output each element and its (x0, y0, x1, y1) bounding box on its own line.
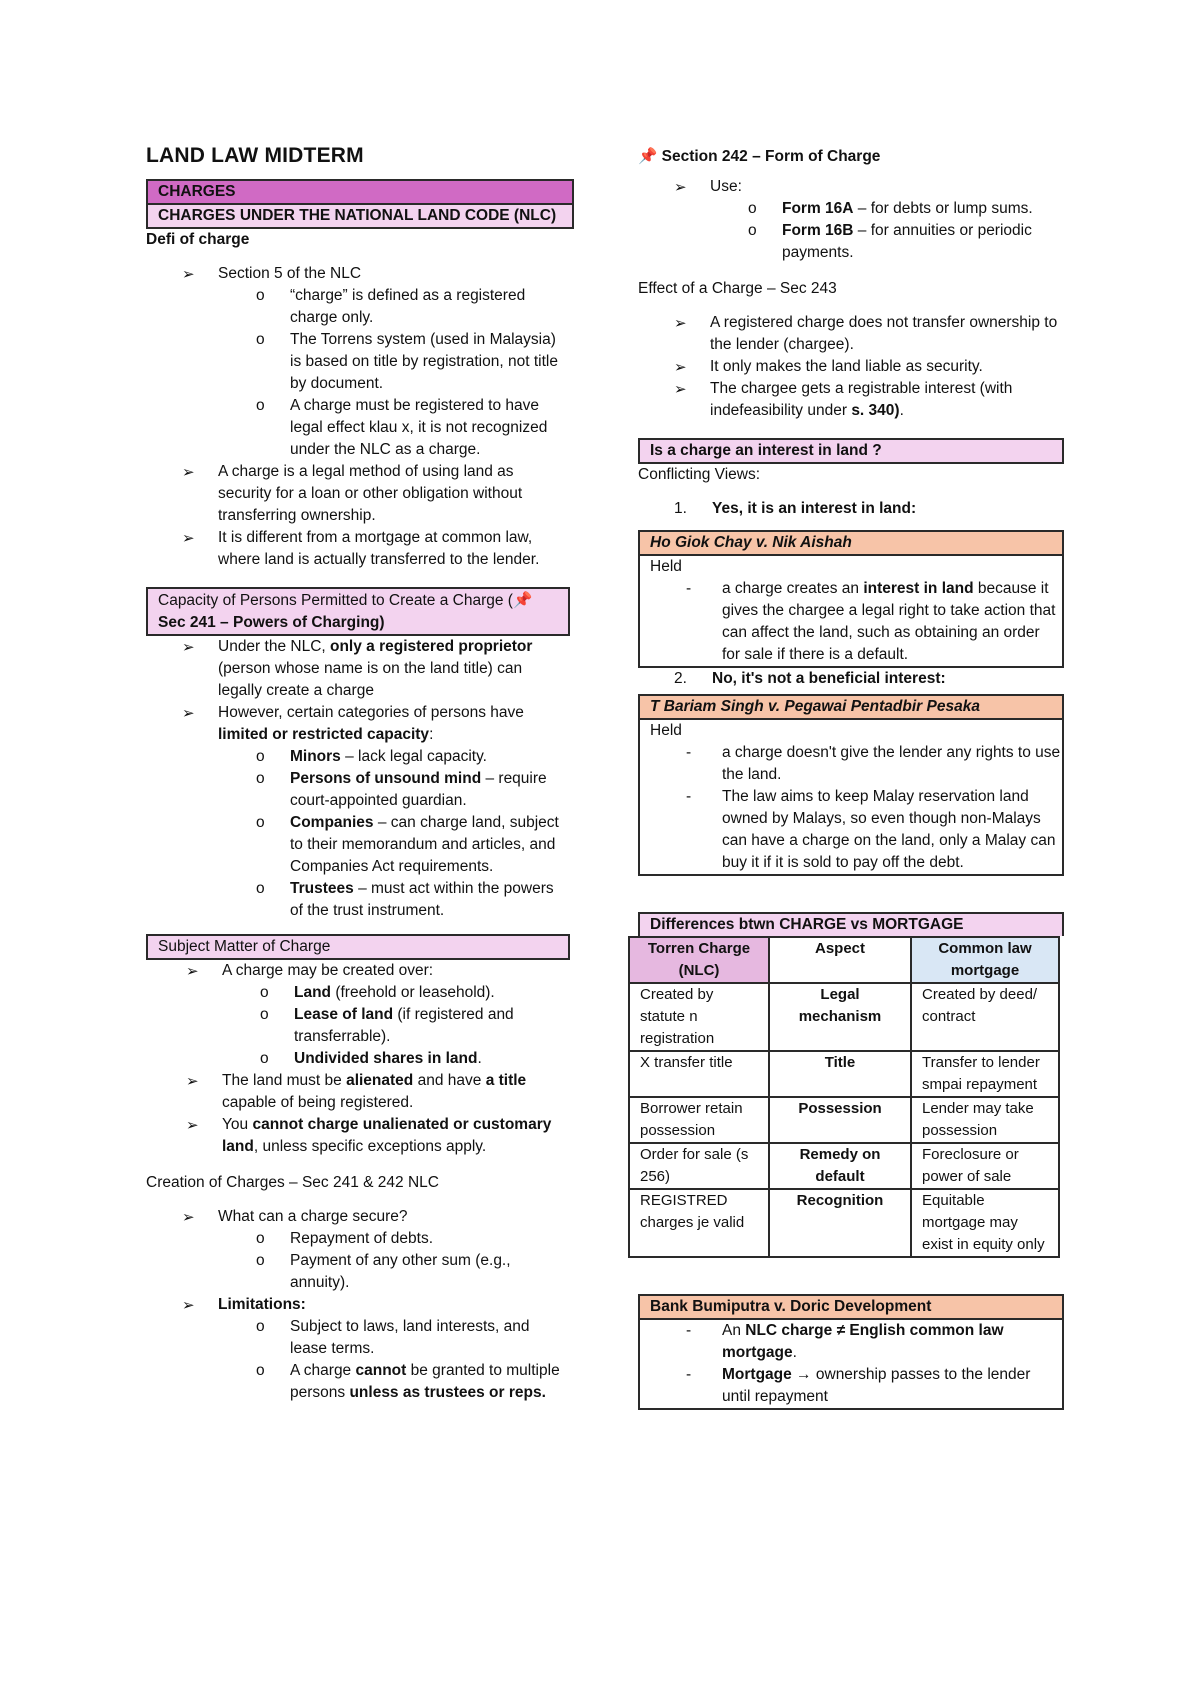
capacity-subitem: o Trustees – must act within the powers of the trust instrument. (290, 878, 570, 922)
table-row (629, 1097, 1059, 1143)
capacity-sublist (218, 746, 570, 922)
header-cell: Common law mortgage (911, 937, 1059, 983)
table-cell: Legal mechanism (769, 983, 911, 1051)
creation-item: ➢ What can a charge secure? o Repayment of debts. o Payment of any other sum (e.g., annuity). (218, 1206, 570, 1294)
use-list (638, 176, 1064, 264)
defi-item: ➢ Section 5 of the NLC o “charge” is defined as a registered charge only. o The Torrens system (used in Malaysia) is based on title by registration, not title by document. o A charge must be registered to have legal effect klau x, it is not recognized under the NLC as a charge. (218, 263, 570, 461)
capacity-header: Capacity of Persons Permitted to Create a Charge (📌 Sec 241 – Powers of Charging) (146, 587, 570, 636)
left-column (146, 145, 570, 1404)
effect-list (638, 312, 1064, 422)
subject-subitem: o Undivided shares in land. (294, 1048, 570, 1070)
case-points (640, 578, 1062, 666)
capacity-subitem: o Companies – can charge land, subject to their memorandum and articles, and Companies Act requirements. (290, 812, 570, 878)
sec242-heading: 📌 Section 242 – Form of Charge (638, 147, 881, 165)
table-row (629, 983, 1059, 1051)
creation-subitem: o Subject to laws, land interests, and lease terms. (290, 1316, 570, 1360)
table-cell: Transfer to lender smpai repayment (911, 1051, 1059, 1097)
table-cell: Borrower retain possession (629, 1097, 769, 1143)
case-points (640, 742, 1062, 874)
pin-icon: 📌 (638, 147, 658, 165)
defi-sublist (218, 285, 570, 461)
creation-sublist (218, 1316, 570, 1404)
subject-item: ➢ You cannot charge unalienated or customary land, unless specific exceptions apply. (222, 1114, 570, 1158)
view-2: 2. No, it's not a beneficial interest: (674, 670, 946, 687)
view-1: 1. Yes, it is an interest in land: (674, 500, 917, 517)
subject-sublist (222, 982, 570, 1070)
creation-item: ➢ Limitations: o Subject to laws, land interests, and lease terms. o A charge cannot be granted to multiple persons unless as trustees or reps. (218, 1294, 570, 1404)
subject-header: Subject Matter of Charge (146, 934, 570, 960)
table-cell: X transfer title (629, 1051, 769, 1097)
comparison-table (628, 936, 1060, 1258)
capacity-subitem: o Minors – lack legal capacity. (290, 746, 570, 768)
case-name: Ho Giok Chay v. Nik Aishah (640, 532, 1062, 556)
case-held: Held (650, 558, 682, 575)
table-row (629, 1051, 1059, 1097)
subject-item: ➢ The land must be alienated and have a title capable of being registered. (222, 1070, 570, 1114)
creation-subitem: o A charge cannot be granted to multiple persons unless as trustees or reps. (290, 1360, 570, 1404)
table-header-row (629, 937, 1059, 983)
pin-icon: 📌 (512, 591, 533, 609)
table-cell: REGISTRED charges je valid (629, 1189, 769, 1257)
capacity-subitem: o Persons of unsound mind – require court-appointed guardian. (290, 768, 570, 812)
creation-list (146, 1206, 570, 1404)
case-points (640, 1320, 1062, 1408)
table-row (629, 1189, 1059, 1257)
subject-subitem: o Lease of land (if registered and transferrable). (294, 1004, 570, 1048)
table-cell: Lender may take possession (911, 1097, 1059, 1143)
case-point: - a charge doesn't give the lender any rights to use the land. (722, 742, 1062, 786)
header-cell: Torren Charge (NLC) (629, 937, 769, 983)
effect-item: ➢ A registered charge does not transfer ownership to the lender (chargee). (710, 312, 1064, 356)
subject-subitem: o Land (freehold or leasehold). (294, 982, 570, 1004)
table-cell: Order for sale (s 256) (629, 1143, 769, 1189)
table-cell: Equitable mortgage may exist in equity only (911, 1189, 1059, 1257)
case-name: Bank Bumiputra v. Doric Development (640, 1296, 1062, 1320)
defi-subitem: o A charge must be registered to have legal effect klau x, it is not recognized under the NLC as a charge. (290, 395, 570, 461)
charges-label: CHARGES (148, 181, 572, 205)
charges-header-box (146, 179, 574, 229)
defi-list (146, 263, 570, 571)
capacity-item: ➢ Under the NLC, only a registered proprietor (person whose name is on the land title) can legally create a charge (218, 636, 570, 702)
defi-subitem: o The Torrens system (used in Malaysia) is based on title by registration, not title by document. (290, 329, 570, 395)
defi-subitem: o “charge” is defined as a registered charge only. (290, 285, 570, 329)
comparison-table-wrap (638, 912, 1064, 1258)
charges-nlc-label: CHARGES UNDER THE NATIONAL LAND CODE (NLC) (148, 205, 572, 227)
defi-item: ➢ A charge is a legal method of using land as security for a loan or other obligation without transferring ownership. (218, 461, 570, 527)
case-box-ho-giok-chay (638, 530, 1064, 668)
case-point: - The law aims to keep Malay reservation land owned by Malays, so even though non-Malays can have a charge on the land, only a Malay can buy it if it is sold to pay off the debt. (722, 786, 1062, 874)
defi-heading: Defi of charge (146, 231, 250, 248)
table-cell: Recognition (769, 1189, 911, 1257)
creation-subitem: o Payment of any other sum (e.g., annuity). (290, 1250, 570, 1294)
table-row (629, 1143, 1059, 1189)
capacity-list (146, 636, 570, 922)
table-title: Differences btwn CHARGE vs MORTGAGE (638, 912, 1064, 936)
table-cell: Foreclosure or power of sale (911, 1143, 1059, 1189)
subject-list (146, 960, 570, 1158)
conflicting-label: Conflicting Views: (638, 466, 761, 483)
form-sublist (710, 198, 1064, 264)
page-title: LAND LAW MIDTERM (146, 144, 364, 167)
case-point: - a charge creates an interest in land because it gives the chargee a legal right to take action that can affect the land, such as obtaining an order for sale if there is a default. (722, 578, 1062, 666)
subject-item: ➢ A charge may be created over: o Land (freehold or leasehold). o Lease of land (if registered and transferrable). o Undivided shares in land. (222, 960, 570, 1070)
creation-sublist (218, 1228, 570, 1294)
interest-header: Is a charge an interest in land ? (638, 438, 1064, 464)
table-cell: Title (769, 1051, 911, 1097)
effect-item: ➢ It only makes the land liable as security. (710, 356, 1064, 378)
case-box-bariam-singh (638, 694, 1064, 876)
case-name: T Bariam Singh v. Pegawai Pentadbir Pesaka (640, 696, 1062, 720)
effect-item: ➢ The chargee gets a registrable interest (with indefeasibility under s. 340). (710, 378, 1064, 422)
table-cell: Created by statute n registration (629, 983, 769, 1051)
creation-subitem: o Repayment of debts. (290, 1228, 570, 1250)
form-subitem: o Form 16B – for annuities or periodic payments. (782, 220, 1064, 264)
case-point: - An NLC charge ≠ English common law mortgage. (722, 1320, 1062, 1364)
case-point: - Mortgage → ownership passes to the lender until repayment (722, 1364, 1062, 1408)
form-subitem: o Form 16A – for debts or lump sums. (782, 198, 1064, 220)
case-held: Held (650, 722, 682, 739)
creation-heading: Creation of Charges – Sec 241 & 242 NLC (146, 1174, 439, 1191)
case-box-bank-bumiputra (638, 1294, 1064, 1410)
capacity-item: ➢ However, certain categories of persons have limited or restricted capacity: o Minors – lack legal capacity. o Persons of unsound mind – require court-appointed guardian. o Companies – can charge land, subject to their memorandum and articles, and Companies Act requirements. o Trustees – must act within the powers of the trust instrument. (218, 702, 570, 922)
effect-heading: Effect of a Charge – Sec 243 (638, 280, 837, 297)
defi-item: ➢ It is different from a mortgage at common law, where land is actually transferred to the lender. (218, 527, 570, 571)
right-column (638, 145, 1064, 1410)
use-item: ➢ Use: o Form 16A – for debts or lump sums. o Form 16B – for annuities or periodic payments. (710, 176, 1064, 264)
header-cell: Aspect (769, 937, 911, 983)
table-cell: Remedy on default (769, 1143, 911, 1189)
table-cell: Created by deed/ contract (911, 983, 1059, 1051)
table-cell: Possession (769, 1097, 911, 1143)
